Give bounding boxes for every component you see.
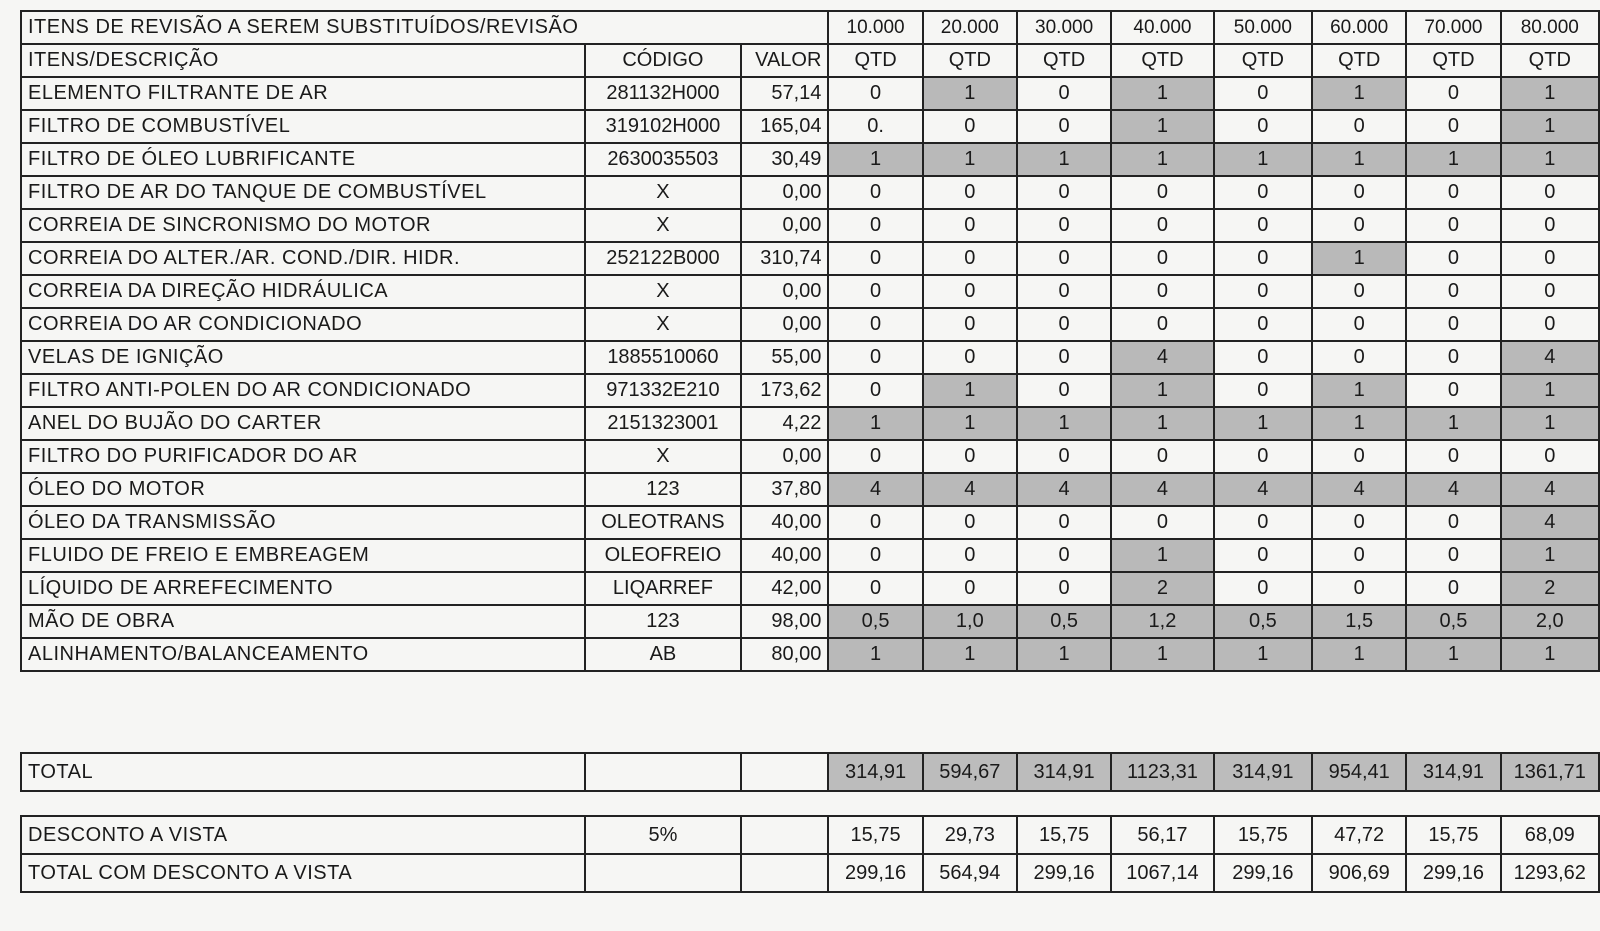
item-value: 4,22: [741, 407, 828, 440]
item-quantity: 0: [1017, 77, 1111, 110]
item-quantity: 0: [1312, 506, 1406, 539]
item-value: 310,74: [741, 242, 828, 275]
discount-value: 47,72: [1312, 816, 1406, 854]
item-quantity: 0,5: [828, 605, 922, 638]
item-value: 55,00: [741, 341, 828, 374]
qty-column-header: QTD: [1017, 44, 1111, 77]
item-quantity: 4: [1017, 473, 1111, 506]
item-value: 0,00: [741, 209, 828, 242]
item-quantity: 0: [828, 275, 922, 308]
table-header-row-2: [21, 44, 1599, 77]
item-quantity: 0: [1312, 440, 1406, 473]
item-quantity: 0: [1312, 539, 1406, 572]
item-description: ELEMENTO FILTRANTE DE AR: [21, 77, 585, 110]
item-quantity: 0: [1214, 341, 1312, 374]
item-quantity: 1: [828, 407, 922, 440]
item-code: 252122B000: [585, 242, 742, 275]
empty-cell: [741, 753, 828, 791]
item-quantity: 0: [1111, 506, 1213, 539]
total-discount-value: 564,94: [923, 854, 1017, 892]
total-discount-value: 299,16: [828, 854, 922, 892]
item-quantity: 0: [1214, 77, 1312, 110]
table-row: [21, 473, 1599, 506]
discount-value: 56,17: [1111, 816, 1213, 854]
item-quantity: 0: [923, 341, 1017, 374]
item-value: 40,00: [741, 506, 828, 539]
item-quantity: 0: [828, 440, 922, 473]
qty-column-header: QTD: [1501, 44, 1599, 77]
item-quantity: 0: [828, 77, 922, 110]
item-quantity: 0: [1312, 209, 1406, 242]
total-value: 314,91: [1017, 753, 1111, 791]
discount-value: 15,75: [828, 816, 922, 854]
item-description: LÍQUIDO DE ARREFECIMENTO: [21, 572, 585, 605]
item-quantity: 1: [828, 638, 922, 671]
item-quantity: 0: [923, 242, 1017, 275]
qty-column-header: QTD: [1406, 44, 1500, 77]
table-header-row-1: [21, 11, 1599, 44]
total-discount-value: 1067,14: [1111, 854, 1213, 892]
item-description: CORREIA DO ALTER./AR. COND./DIR. HIDR.: [21, 242, 585, 275]
total-discount-value: 299,16: [1214, 854, 1312, 892]
item-quantity: 1: [1312, 242, 1406, 275]
discount-row: [21, 816, 1599, 854]
table-row: [21, 77, 1599, 110]
item-quantity: 4: [1214, 473, 1312, 506]
discount-table: [20, 815, 1600, 893]
item-quantity: 1: [923, 77, 1017, 110]
item-quantity: 0,5: [1406, 605, 1500, 638]
item-quantity: 4: [1312, 473, 1406, 506]
item-value: 42,00: [741, 572, 828, 605]
table-row: [21, 539, 1599, 572]
item-quantity: 0: [1214, 176, 1312, 209]
item-quantity: 1: [923, 638, 1017, 671]
item-quantity: 0: [1406, 440, 1500, 473]
item-description: VELAS DE IGNIÇÃO: [21, 341, 585, 374]
item-quantity: 0: [1111, 440, 1213, 473]
item-quantity: 1: [1111, 407, 1213, 440]
item-value: 98,00: [741, 605, 828, 638]
total-discount-value: 299,16: [1406, 854, 1500, 892]
item-quantity: 0: [923, 440, 1017, 473]
total-row: [21, 753, 1599, 791]
item-quantity: 0: [828, 341, 922, 374]
item-value: 57,14: [741, 77, 828, 110]
mileage-header: 50.000: [1214, 11, 1312, 44]
item-description: FILTRO DE AR DO TANQUE DE COMBUSTÍVEL: [21, 176, 585, 209]
table-row: [21, 605, 1599, 638]
item-quantity: 0: [1017, 275, 1111, 308]
item-quantity: 0: [1406, 242, 1500, 275]
item-quantity: 0: [1406, 539, 1500, 572]
item-quantity: 1: [1111, 638, 1213, 671]
item-description: FILTRO DO PURIFICADOR DO AR: [21, 440, 585, 473]
item-value: 37,80: [741, 473, 828, 506]
item-value: 0,00: [741, 176, 828, 209]
revision-items-table: [20, 10, 1600, 672]
table-row: [21, 638, 1599, 671]
item-quantity: 0: [1017, 209, 1111, 242]
item-quantity: 0: [828, 209, 922, 242]
item-quantity: 1: [1312, 638, 1406, 671]
table-row: [21, 374, 1599, 407]
mileage-header: 80.000: [1501, 11, 1599, 44]
item-quantity: 0: [1312, 308, 1406, 341]
item-quantity: 1: [1214, 638, 1312, 671]
item-description: ÓLEO DO MOTOR: [21, 473, 585, 506]
total-value: 1361,71: [1501, 753, 1599, 791]
item-quantity: 0: [1214, 440, 1312, 473]
total-value: 314,91: [1406, 753, 1500, 791]
table-row: [21, 143, 1599, 176]
item-code: X: [585, 308, 742, 341]
discount-percent: 5%: [585, 816, 742, 854]
item-code: 123: [585, 473, 742, 506]
item-description: ANEL DO BUJÃO DO CARTER: [21, 407, 585, 440]
table-row: [21, 308, 1599, 341]
total-discount-value: 906,69: [1312, 854, 1406, 892]
item-quantity: 1: [1312, 407, 1406, 440]
item-quantity: 0: [923, 209, 1017, 242]
total-discount-label: TOTAL COM DESCONTO A VISTA: [21, 854, 585, 892]
item-quantity: 0: [1017, 539, 1111, 572]
discount-label: DESCONTO A VISTA: [21, 816, 585, 854]
item-quantity: 0: [1017, 110, 1111, 143]
item-quantity: 0: [828, 176, 922, 209]
item-quantity: 0,5: [1017, 605, 1111, 638]
item-code: 2630035503: [585, 143, 742, 176]
table-row: [21, 209, 1599, 242]
item-quantity: 0: [828, 308, 922, 341]
item-code: X: [585, 275, 742, 308]
total-discount-value: 299,16: [1017, 854, 1111, 892]
item-value: 80,00: [741, 638, 828, 671]
item-quantity: 1: [1312, 143, 1406, 176]
item-code: 123: [585, 605, 742, 638]
item-quantity: 0: [1406, 209, 1500, 242]
item-quantity: 0: [923, 110, 1017, 143]
item-quantity: 0: [1214, 374, 1312, 407]
item-quantity: 0: [1214, 275, 1312, 308]
item-description: CORREIA DE SINCRONISMO DO MOTOR: [21, 209, 585, 242]
item-quantity: 4: [1501, 341, 1599, 374]
discount-value: 29,73: [923, 816, 1017, 854]
item-quantity: 0: [1406, 572, 1500, 605]
item-quantity: 0: [1111, 242, 1213, 275]
item-quantity: 0.: [828, 110, 922, 143]
total-value: 594,67: [923, 753, 1017, 791]
item-quantity: 4: [1501, 473, 1599, 506]
item-quantity: 1: [1017, 407, 1111, 440]
total-value: 1123,31: [1111, 753, 1213, 791]
item-quantity: 1: [1312, 374, 1406, 407]
item-quantity: 0: [1501, 209, 1599, 242]
empty-cell: [585, 854, 742, 892]
item-quantity: 0: [828, 539, 922, 572]
item-value: 0,00: [741, 275, 828, 308]
item-quantity: 0: [828, 374, 922, 407]
code-column-header: CÓDIGO: [585, 44, 742, 77]
item-quantity: 0: [1501, 242, 1599, 275]
total-value: 954,41: [1312, 753, 1406, 791]
item-quantity: 4: [1111, 341, 1213, 374]
item-code: 281132H000: [585, 77, 742, 110]
item-quantity: 0: [1214, 308, 1312, 341]
item-quantity: 4: [828, 473, 922, 506]
item-code: AB: [585, 638, 742, 671]
mileage-header: 30.000: [1017, 11, 1111, 44]
table-row: [21, 176, 1599, 209]
item-quantity: 1: [923, 374, 1017, 407]
item-value: 0,00: [741, 308, 828, 341]
discount-value: 15,75: [1214, 816, 1312, 854]
items-column-header: ITENS/DESCRIÇÃO: [21, 44, 585, 77]
item-quantity: 0: [1501, 308, 1599, 341]
item-quantity: 1: [1501, 638, 1599, 671]
item-code: OLEOFREIO: [585, 539, 742, 572]
item-quantity: 0: [1406, 308, 1500, 341]
item-code: 1885510060: [585, 341, 742, 374]
item-quantity: 4: [923, 473, 1017, 506]
table-row: [21, 341, 1599, 374]
item-quantity: 1: [1111, 143, 1213, 176]
qty-column-header: QTD: [923, 44, 1017, 77]
item-quantity: 0: [1214, 539, 1312, 572]
item-description: FLUIDO DE FREIO E EMBREAGEM: [21, 539, 585, 572]
item-quantity: 1: [1501, 110, 1599, 143]
item-quantity: 1: [923, 407, 1017, 440]
item-quantity: 0: [1406, 506, 1500, 539]
item-quantity: 0: [1406, 110, 1500, 143]
item-quantity: 0: [1501, 275, 1599, 308]
qty-column-header: QTD: [1214, 44, 1312, 77]
item-quantity: 0: [1214, 506, 1312, 539]
item-quantity: 2: [1501, 572, 1599, 605]
total-table: [20, 752, 1600, 792]
empty-cell: [585, 753, 742, 791]
item-quantity: 0: [1017, 341, 1111, 374]
item-quantity: 1: [1214, 407, 1312, 440]
item-quantity: 1: [1111, 539, 1213, 572]
item-quantity: 1: [1501, 143, 1599, 176]
item-quantity: 0: [1111, 308, 1213, 341]
discount-value: 15,75: [1406, 816, 1500, 854]
item-quantity: 0: [1312, 176, 1406, 209]
item-quantity: 0: [923, 506, 1017, 539]
item-quantity: 0: [1017, 308, 1111, 341]
item-quantity: 0: [1111, 209, 1213, 242]
item-quantity: 0: [1214, 209, 1312, 242]
item-quantity: 1: [1501, 77, 1599, 110]
item-quantity: 1: [1406, 638, 1500, 671]
table-row: [21, 242, 1599, 275]
item-quantity: 1: [1017, 638, 1111, 671]
item-quantity: 0: [1501, 176, 1599, 209]
item-description: ALINHAMENTO/BALANCEAMENTO: [21, 638, 585, 671]
value-column-header: VALOR: [741, 44, 828, 77]
item-quantity: 0: [1501, 440, 1599, 473]
item-value: 40,00: [741, 539, 828, 572]
item-quantity: 1: [828, 143, 922, 176]
qty-column-header: QTD: [1111, 44, 1213, 77]
item-description: CORREIA DO AR CONDICIONADO: [21, 308, 585, 341]
empty-cell: [741, 854, 828, 892]
item-quantity: 1: [1111, 77, 1213, 110]
item-quantity: 1,0: [923, 605, 1017, 638]
item-quantity: 0: [1111, 275, 1213, 308]
item-quantity: 0: [1312, 572, 1406, 605]
discount-value: 15,75: [1017, 816, 1111, 854]
item-quantity: 1: [923, 143, 1017, 176]
mileage-header: 70.000: [1406, 11, 1500, 44]
qty-column-header: QTD: [1312, 44, 1406, 77]
total-discount-row: [21, 854, 1599, 892]
item-quantity: 0: [1017, 374, 1111, 407]
mileage-header: 10.000: [828, 11, 922, 44]
item-quantity: 1: [1214, 143, 1312, 176]
item-quantity: 1: [1501, 539, 1599, 572]
item-description: FILTRO DE COMBUSTÍVEL: [21, 110, 585, 143]
empty-cell: [741, 816, 828, 854]
item-quantity: 0: [1312, 341, 1406, 374]
item-quantity: 1,5: [1312, 605, 1406, 638]
item-quantity: 0: [1406, 275, 1500, 308]
item-quantity: 0: [1406, 77, 1500, 110]
item-quantity: 1: [1406, 143, 1500, 176]
item-quantity: 0: [1406, 341, 1500, 374]
table-row: [21, 275, 1599, 308]
item-quantity: 0: [1017, 506, 1111, 539]
item-value: 173,62: [741, 374, 828, 407]
item-description: CORREIA DA DIREÇÃO HIDRÁULICA: [21, 275, 585, 308]
item-quantity: 0,5: [1214, 605, 1312, 638]
item-code: LIQARREF: [585, 572, 742, 605]
item-quantity: 0: [923, 275, 1017, 308]
item-quantity: 0: [1111, 176, 1213, 209]
item-quantity: 0: [828, 572, 922, 605]
item-quantity: 1: [1501, 407, 1599, 440]
item-quantity: 1: [1111, 374, 1213, 407]
table-title: ITENS DE REVISÃO A SEREM SUBSTITUÍDOS/REVISÃO: [21, 11, 828, 44]
item-code: 971332E210: [585, 374, 742, 407]
total-discount-value: 1293,62: [1501, 854, 1599, 892]
item-description: FILTRO ANTI-POLEN DO AR CONDICIONADO: [21, 374, 585, 407]
item-description: FILTRO DE ÓLEO LUBRIFICANTE: [21, 143, 585, 176]
table-row: [21, 407, 1599, 440]
item-quantity: 1,2: [1111, 605, 1213, 638]
item-quantity: 0: [1214, 110, 1312, 143]
item-quantity: 0: [1017, 176, 1111, 209]
mileage-header: 40.000: [1111, 11, 1213, 44]
item-quantity: 1: [1111, 110, 1213, 143]
item-quantity: 0: [828, 506, 922, 539]
item-quantity: 2: [1111, 572, 1213, 605]
item-quantity: 0: [1017, 572, 1111, 605]
item-quantity: 0: [1017, 440, 1111, 473]
item-code: 319102H000: [585, 110, 742, 143]
item-quantity: 1: [1312, 77, 1406, 110]
item-quantity: 2,0: [1501, 605, 1599, 638]
item-value: 165,04: [741, 110, 828, 143]
item-quantity: 0: [1214, 572, 1312, 605]
item-quantity: 0: [1312, 110, 1406, 143]
item-quantity: 0: [923, 572, 1017, 605]
item-quantity: 0: [923, 308, 1017, 341]
item-quantity: 1: [1017, 143, 1111, 176]
total-value: 314,91: [828, 753, 922, 791]
item-code: X: [585, 440, 742, 473]
item-quantity: 0: [1406, 176, 1500, 209]
mileage-header: 60.000: [1312, 11, 1406, 44]
item-quantity: 4: [1406, 473, 1500, 506]
item-quantity: 0: [923, 176, 1017, 209]
discount-value: 68,09: [1501, 816, 1599, 854]
table-row: [21, 440, 1599, 473]
qty-column-header: QTD: [828, 44, 922, 77]
item-quantity: 0: [828, 242, 922, 275]
item-description: ÓLEO DA TRANSMISSÃO: [21, 506, 585, 539]
item-code: 2151323001: [585, 407, 742, 440]
item-quantity: 0: [923, 539, 1017, 572]
mileage-header: 20.000: [923, 11, 1017, 44]
item-value: 0,00: [741, 440, 828, 473]
item-quantity: 4: [1111, 473, 1213, 506]
total-value: 314,91: [1214, 753, 1312, 791]
item-quantity: 1: [1406, 407, 1500, 440]
item-quantity: 0: [1406, 374, 1500, 407]
item-quantity: 0: [1017, 242, 1111, 275]
total-label: TOTAL: [21, 753, 585, 791]
item-code: X: [585, 176, 742, 209]
item-quantity: 1: [1501, 374, 1599, 407]
item-quantity: 0: [1312, 275, 1406, 308]
table-row: [21, 572, 1599, 605]
item-description: MÃO DE OBRA: [21, 605, 585, 638]
item-value: 30,49: [741, 143, 828, 176]
item-code: X: [585, 209, 742, 242]
item-code: OLEOTRANS: [585, 506, 742, 539]
item-quantity: 0: [1214, 242, 1312, 275]
item-quantity: 4: [1501, 506, 1599, 539]
table-row: [21, 110, 1599, 143]
table-row: [21, 506, 1599, 539]
